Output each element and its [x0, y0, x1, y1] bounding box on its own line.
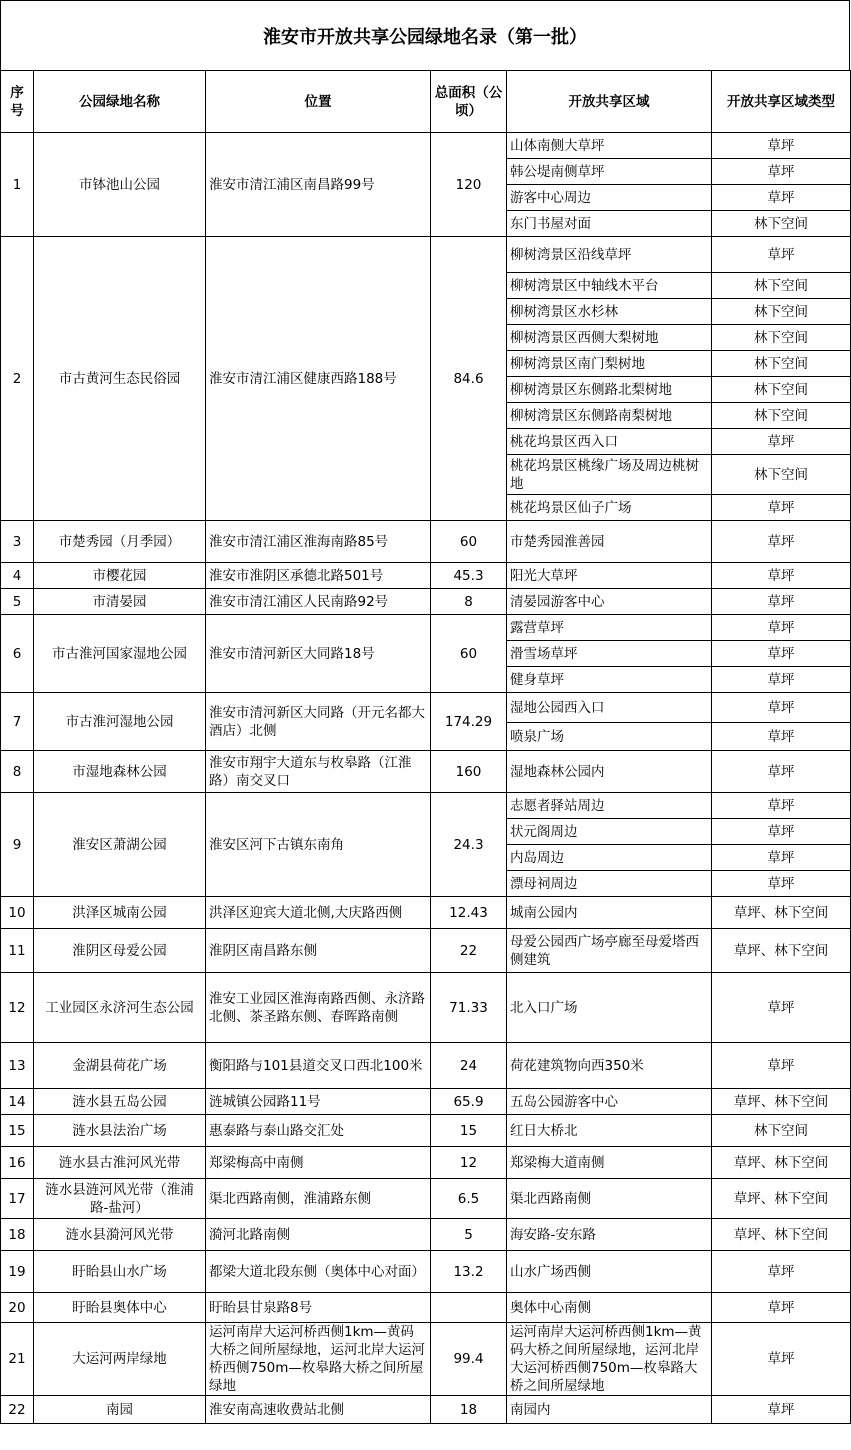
zone-type: 林下空间 — [712, 403, 851, 429]
open-zone: 渠北西路南侧 — [507, 1179, 712, 1219]
table-row — [1, 1396, 851, 1424]
zone-type: 草坪 — [712, 237, 851, 273]
zone-type: 草坪 — [712, 845, 851, 871]
row-index: 19 — [1, 1251, 34, 1293]
park-area: 60 — [431, 521, 507, 563]
zone-type: 草坪 — [712, 1323, 851, 1396]
park-area: 15 — [431, 1115, 507, 1147]
header-park-name: 公园绿地名称 — [34, 71, 206, 133]
park-name: 工业园区永济河生态公园 — [34, 973, 206, 1043]
open-zone: 柳树湾景区南门梨树地 — [507, 351, 712, 377]
table-row — [1, 897, 851, 929]
zone-type: 草坪 — [712, 793, 851, 819]
zone-type: 林下空间 — [712, 377, 851, 403]
zone-type: 林下空间 — [712, 273, 851, 299]
zone-type: 林下空间 — [712, 299, 851, 325]
open-zone: 健身草坪 — [507, 667, 712, 693]
header-index: 序号 — [1, 71, 34, 133]
zone-type: 草坪、林下空间 — [712, 897, 851, 929]
header-zone-type: 开放共享区域类型 — [712, 71, 851, 133]
zone-type: 林下空间 — [712, 211, 851, 237]
zone-type: 林下空间 — [712, 455, 851, 495]
park-location: 涟城镇公园路11号 — [206, 1089, 431, 1115]
park-name: 涟水县涟河风光带（淮浦路-盐河） — [34, 1179, 206, 1219]
table-row — [1, 615, 851, 641]
park-location: 漪河北路南侧 — [206, 1219, 431, 1251]
zone-type: 草坪、林下空间 — [712, 1179, 851, 1219]
table-row — [1, 1251, 851, 1293]
zone-type: 草坪 — [712, 751, 851, 793]
table-row — [1, 793, 851, 819]
zone-type: 草坪 — [712, 1293, 851, 1323]
table-row — [1, 973, 851, 1043]
zone-type: 草坪 — [712, 589, 851, 615]
zone-type: 草坪 — [712, 615, 851, 641]
park-location: 都梁大道北段东侧（奥体中心对面） — [206, 1251, 431, 1293]
park-name: 淮阴区母爱公园 — [34, 929, 206, 973]
row-index: 13 — [1, 1043, 34, 1089]
row-index: 7 — [1, 693, 34, 751]
row-index: 5 — [1, 589, 34, 615]
header-location: 位置 — [206, 71, 431, 133]
park-name: 涟水县法治广场 — [34, 1115, 206, 1147]
zone-type: 草坪 — [712, 1251, 851, 1293]
row-index: 20 — [1, 1293, 34, 1323]
park-area: 12 — [431, 1147, 507, 1179]
open-zone: 南园内 — [507, 1396, 712, 1424]
open-zone: 市楚秀园淮善园 — [507, 521, 712, 563]
zone-type: 草坪 — [712, 723, 851, 751]
park-name: 南园 — [34, 1396, 206, 1424]
park-area: 5 — [431, 1219, 507, 1251]
park-location: 淮安市淮阴区承德北路501号 — [206, 563, 431, 589]
open-zone: 红日大桥北 — [507, 1115, 712, 1147]
park-location: 渠北西路南侧，淮浦路东侧 — [206, 1179, 431, 1219]
park-area: 160 — [431, 751, 507, 793]
park-area: 24.3 — [431, 793, 507, 897]
table-row — [1, 929, 851, 973]
open-zone: 海安路-安东路 — [507, 1219, 712, 1251]
row-index: 2 — [1, 237, 34, 521]
table-row — [1, 1293, 851, 1323]
row-index: 14 — [1, 1089, 34, 1115]
park-area: 84.6 — [431, 237, 507, 521]
park-area: 8 — [431, 589, 507, 615]
zone-type: 草坪、林下空间 — [712, 1219, 851, 1251]
header-area: 总面积（公顷） — [431, 71, 507, 133]
row-index: 18 — [1, 1219, 34, 1251]
park-area: 13.2 — [431, 1251, 507, 1293]
park-location: 淮安市清江浦区南昌路99号 — [206, 133, 431, 237]
table-row — [1, 1089, 851, 1115]
table-row — [1, 751, 851, 793]
park-location: 淮安市清河新区大同路18号 — [206, 615, 431, 693]
park-location: 淮安南高速收费站北侧 — [206, 1396, 431, 1424]
park-location: 淮安市清江浦区淮海南路85号 — [206, 521, 431, 563]
open-zone: 五岛公园游客中心 — [507, 1089, 712, 1115]
park-area: 18 — [431, 1396, 507, 1424]
zone-type: 林下空间 — [712, 325, 851, 351]
row-index: 11 — [1, 929, 34, 973]
park-area: 22 — [431, 929, 507, 973]
zone-type: 草坪 — [712, 563, 851, 589]
park-name: 市湿地森林公园 — [34, 751, 206, 793]
park-name: 市樱花园 — [34, 563, 206, 589]
open-zone: 柳树湾景区中轴线木平台 — [507, 273, 712, 299]
row-index: 3 — [1, 521, 34, 563]
zone-type: 草坪 — [712, 871, 851, 897]
open-zone: 清晏园游客中心 — [507, 589, 712, 615]
table-row — [1, 1179, 851, 1219]
park-name: 市古淮河国家湿地公园 — [34, 615, 206, 693]
table-row — [1, 1115, 851, 1147]
open-zone: 柳树湾景区东侧路南梨树地 — [507, 403, 712, 429]
header-open-zone: 开放共享区域 — [507, 71, 712, 133]
open-zone: 韩公堤南侧草坪 — [507, 159, 712, 185]
row-index: 21 — [1, 1323, 34, 1396]
zone-type: 草坪、林下空间 — [712, 1089, 851, 1115]
open-zone: 母爱公园西广场亭廊至母爱塔西侧建筑 — [507, 929, 712, 973]
park-area: 6.5 — [431, 1179, 507, 1219]
open-zone: 漂母祠周边 — [507, 871, 712, 897]
park-list-table — [0, 70, 851, 1424]
open-zone: 露营草坪 — [507, 615, 712, 641]
park-location: 淮安市翔宇大道东与枚皋路（江淮路）南交叉口 — [206, 751, 431, 793]
page-title: 淮安市开放共享公园绿地名录（第一批） — [0, 0, 850, 70]
table-header-row — [1, 71, 851, 133]
park-name: 市楚秀园（月季园） — [34, 521, 206, 563]
row-index: 9 — [1, 793, 34, 897]
open-zone: 郑梁梅大道南侧 — [507, 1147, 712, 1179]
open-zone: 桃花坞景区西入口 — [507, 429, 712, 455]
open-zone: 柳树湾景区东侧路北梨树地 — [507, 377, 712, 403]
park-area: 65.9 — [431, 1089, 507, 1115]
open-zone: 喷泉广场 — [507, 723, 712, 751]
zone-type: 草坪 — [712, 429, 851, 455]
table-row — [1, 237, 851, 273]
park-location: 淮阴区南昌路东侧 — [206, 929, 431, 973]
open-zone: 柳树湾景区西侧大梨树地 — [507, 325, 712, 351]
open-zone: 桃花坞景区仙子广场 — [507, 495, 712, 521]
open-zone: 湿地公园西入口 — [507, 693, 712, 723]
open-zone: 内岛周边 — [507, 845, 712, 871]
park-name: 洪泽区城南公园 — [34, 897, 206, 929]
park-location: 盱眙县甘泉路8号 — [206, 1293, 431, 1323]
row-index: 16 — [1, 1147, 34, 1179]
park-name: 市清晏园 — [34, 589, 206, 615]
table-row — [1, 589, 851, 615]
park-name: 涟水县五岛公园 — [34, 1089, 206, 1115]
zone-type: 草坪 — [712, 1396, 851, 1424]
park-location: 洪泽区迎宾大道北侧,大庆路西侧 — [206, 897, 431, 929]
park-name: 涟水县古淮河风光带 — [34, 1147, 206, 1179]
park-name: 市钵池山公园 — [34, 133, 206, 237]
park-area — [431, 1293, 507, 1323]
open-zone: 东门书屋对面 — [507, 211, 712, 237]
row-index: 15 — [1, 1115, 34, 1147]
open-zone: 北入口广场 — [507, 973, 712, 1043]
zone-type: 草坪 — [712, 133, 851, 159]
table-row — [1, 133, 851, 159]
park-location: 惠泰路与泰山路交汇处 — [206, 1115, 431, 1147]
zone-type: 草坪 — [712, 819, 851, 845]
park-name: 市古黄河生态民俗园 — [34, 237, 206, 521]
zone-type: 林下空间 — [712, 351, 851, 377]
park-location: 淮安市清江浦区健康西路188号 — [206, 237, 431, 521]
table-row — [1, 1219, 851, 1251]
row-index: 8 — [1, 751, 34, 793]
park-location: 淮安市清江浦区人民南路92号 — [206, 589, 431, 615]
row-index: 12 — [1, 973, 34, 1043]
zone-type: 草坪 — [712, 693, 851, 723]
row-index: 17 — [1, 1179, 34, 1219]
open-zone: 奥体中心南侧 — [507, 1293, 712, 1323]
zone-type: 草坪、林下空间 — [712, 1147, 851, 1179]
zone-type: 草坪、林下空间 — [712, 929, 851, 973]
park-area: 12.43 — [431, 897, 507, 929]
open-zone: 柳树湾景区水杉林 — [507, 299, 712, 325]
park-name: 涟水县漪河风光带 — [34, 1219, 206, 1251]
park-location: 郑梁梅高中南侧 — [206, 1147, 431, 1179]
zone-type: 草坪 — [712, 159, 851, 185]
open-zone: 湿地森林公园内 — [507, 751, 712, 793]
park-location: 淮安市清河新区大同路（开元名都大酒店）北侧 — [206, 693, 431, 751]
park-area: 120 — [431, 133, 507, 237]
table-row — [1, 1043, 851, 1089]
zone-type: 林下空间 — [712, 1115, 851, 1147]
table-row — [1, 1323, 851, 1396]
open-zone: 滑雪场草坪 — [507, 641, 712, 667]
park-name: 盱眙县山水广场 — [34, 1251, 206, 1293]
park-location: 淮安工业园区淮海南路西侧、永济路北侧、茶圣路东侧、春晖路南侧 — [206, 973, 431, 1043]
open-zone: 柳树湾景区沿线草坪 — [507, 237, 712, 273]
park-area: 24 — [431, 1043, 507, 1089]
zone-type: 草坪 — [712, 521, 851, 563]
open-zone: 运河南岸大运河桥西侧1km—黄码大桥之间所屋绿地，运河北岸大运河桥西侧750m—枚皋路大桥之间所屋绿地 — [507, 1323, 712, 1396]
open-zone: 游客中心周边 — [507, 185, 712, 211]
open-zone: 桃花坞景区桃缘广场及周边桃树地 — [507, 455, 712, 495]
row-index: 10 — [1, 897, 34, 929]
row-index: 22 — [1, 1396, 34, 1424]
open-zone: 状元阁周边 — [507, 819, 712, 845]
open-zone: 志愿者驿站周边 — [507, 793, 712, 819]
zone-type: 草坪 — [712, 185, 851, 211]
park-name: 盱眙县奥体中心 — [34, 1293, 206, 1323]
zone-type: 草坪 — [712, 1043, 851, 1089]
table-row — [1, 1147, 851, 1179]
park-name: 大运河两岸绿地 — [34, 1323, 206, 1396]
zone-type: 草坪 — [712, 641, 851, 667]
open-zone: 荷花建筑物向西350米 — [507, 1043, 712, 1089]
park-area: 71.33 — [431, 973, 507, 1043]
table-row — [1, 521, 851, 563]
zone-type: 草坪 — [712, 495, 851, 521]
open-zone: 山水广场西侧 — [507, 1251, 712, 1293]
row-index: 4 — [1, 563, 34, 589]
open-zone: 阳光大草坪 — [507, 563, 712, 589]
park-location: 运河南岸大运河桥西侧1km—黄码大桥之间所屋绿地，运河北岸大运河桥西侧750m—枚皋路大桥之间所屋绿地 — [206, 1323, 431, 1396]
open-zone: 城南公园内 — [507, 897, 712, 929]
table-row — [1, 563, 851, 589]
park-name: 金湖县荷花广场 — [34, 1043, 206, 1089]
park-location: 淮安区河下古镇东南角 — [206, 793, 431, 897]
zone-type: 草坪 — [712, 973, 851, 1043]
row-index: 1 — [1, 133, 34, 237]
zone-type: 草坪 — [712, 667, 851, 693]
park-location: 衡阳路与101县道交叉口西北100米 — [206, 1043, 431, 1089]
park-name: 淮安区萧湖公园 — [34, 793, 206, 897]
open-zone: 山体南侧大草坪 — [507, 133, 712, 159]
park-area: 60 — [431, 615, 507, 693]
park-area: 174.29 — [431, 693, 507, 751]
park-name: 市古淮河湿地公园 — [34, 693, 206, 751]
park-area: 45.3 — [431, 563, 507, 589]
park-area: 99.4 — [431, 1323, 507, 1396]
table-row — [1, 693, 851, 723]
row-index: 6 — [1, 615, 34, 693]
